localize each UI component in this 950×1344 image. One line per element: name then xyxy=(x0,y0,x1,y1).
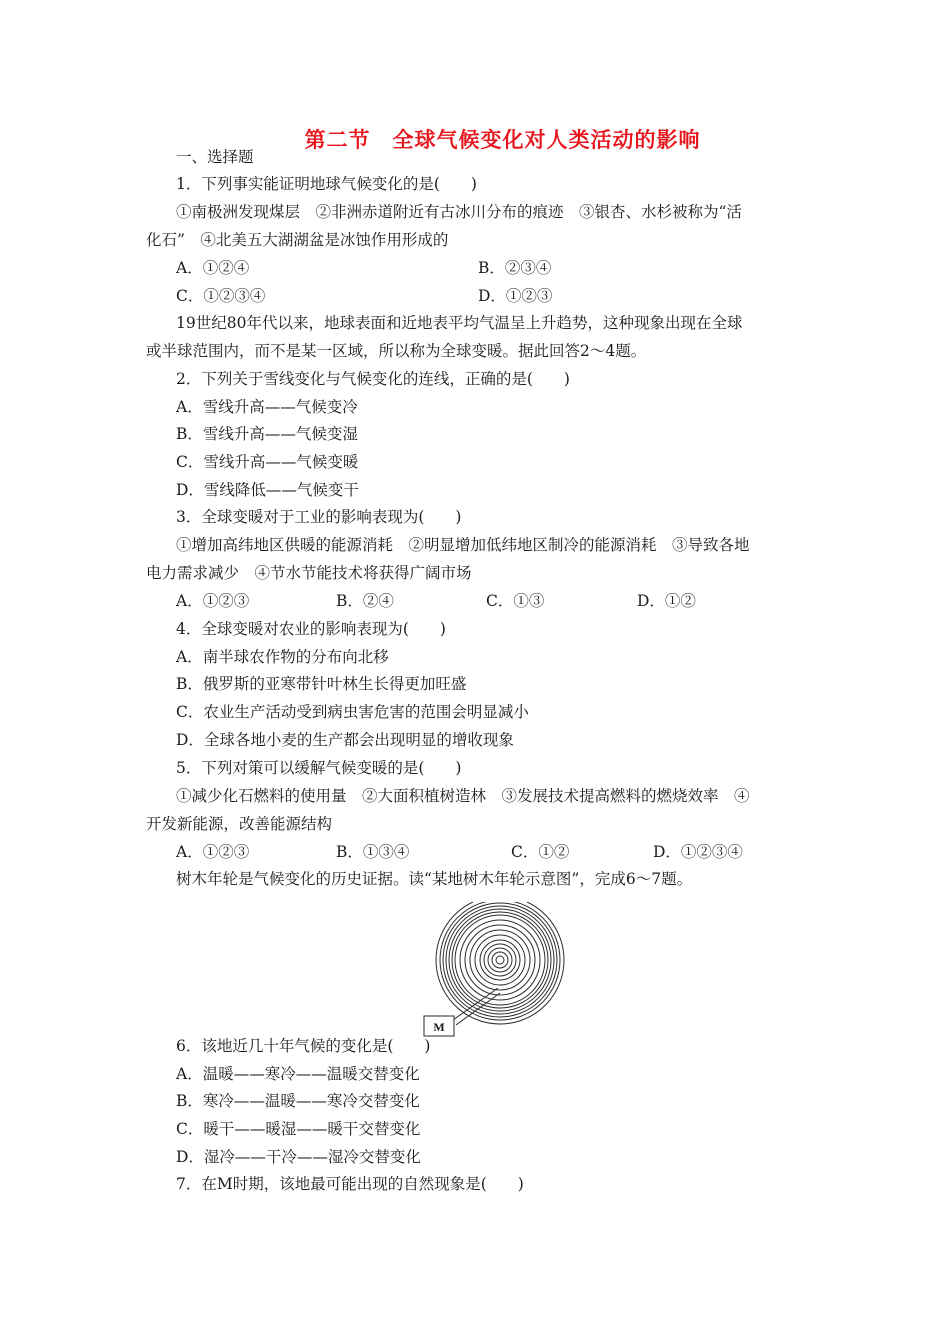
question-5-items-line-1: ①减少化石燃料的使用量 ②大面积植树造林 ③发展技术提高燃料的燃烧效率 ④ xyxy=(176,787,750,805)
question-3-option-a: A．①②③ xyxy=(176,592,250,610)
question-3-option-b: B．②④ xyxy=(336,592,394,610)
question-2-option-a: A．雪线升高——气候变冷 xyxy=(176,398,358,416)
question-2-stem: 2．下列关于雪线变化与气候变化的连线，正确的是( ) xyxy=(176,370,570,388)
question-1-facts-line-2: 化石” ④北美五大湖湖盆是冰蚀作用形成的 xyxy=(146,231,449,249)
passage-1-line-2: 或半球范围内，而不是某一区域，所以称为全球变暖。据此回答2～4题。 xyxy=(146,342,647,360)
question-5-option-b: B．①③④ xyxy=(336,843,410,861)
question-1-option-b: B．②③④ xyxy=(478,259,552,277)
question-3-option-c: C．①③ xyxy=(486,592,545,610)
question-3-items-line-2: 电力需求减少 ④节水节能技术将获得广阔市场 xyxy=(146,564,472,582)
tree-ring-diagram xyxy=(420,902,580,1042)
question-4-stem: 4．全球变暖对农业的影响表现为( ) xyxy=(176,620,446,638)
question-2-option-c: C．雪线升高——气候变暖 xyxy=(176,453,359,471)
question-5-option-a: A．①②③ xyxy=(176,843,250,861)
question-2-option-b: B．雪线升高——气候变湿 xyxy=(176,425,358,443)
figure-label-m: M xyxy=(433,1020,445,1034)
question-1-option-c: C．①②③④ xyxy=(176,287,266,305)
question-6-option-a: A．温暖——寒冷——温暖交替变化 xyxy=(176,1065,420,1083)
question-1-option-a: A．①②④ xyxy=(176,259,250,277)
question-3-stem: 3．全球变暖对于工业的影响表现为( ) xyxy=(176,508,462,526)
question-3-items-line-1: ①增加高纬地区供暖的能源消耗 ②明显增加低纬地区制冷的能源消耗 ③导致各地 xyxy=(176,536,750,554)
question-5-items-line-2: 开发新能源，改善能源结构 xyxy=(146,815,333,833)
question-6-option-d: D．湿冷——干冷——湿冷交替变化 xyxy=(176,1148,421,1166)
question-5-option-d: D．①②③④ xyxy=(653,843,743,861)
question-4-option-c: C．农业生产活动受到病虫害危害的范围会明显减小 xyxy=(176,703,529,721)
section-heading: 一、选择题 xyxy=(176,148,254,166)
question-4-option-d: D．全球各地小麦的生产都会出现明显的增收现象 xyxy=(176,731,514,749)
question-4-option-a: A．南半球农作物的分布向北移 xyxy=(176,648,389,666)
passage-2: 树木年轮是气候变化的历史证据。读“某地树木年轮示意图”，完成6～7题。 xyxy=(176,870,693,888)
question-1-stem: 1．下列事实能证明地球气候变化的是( ) xyxy=(176,175,477,193)
question-4-option-b: B．俄罗斯的亚寒带针叶林生长得更加旺盛 xyxy=(176,675,467,693)
question-6-stem: 6．该地近几十年气候的变化是( ) xyxy=(176,1037,431,1055)
question-7-stem: 7．在M时期，该地最可能出现的自然现象是( ) xyxy=(176,1175,524,1193)
passage-1-line-1: 19世纪80年代以来，地球表面和近地表平均气温呈上升趋势，这种现象出现在全球 xyxy=(176,314,743,332)
question-3-option-d: D．①② xyxy=(637,592,696,610)
question-1-option-d: D．①②③ xyxy=(478,287,553,305)
question-6-option-c: C．暖干——暖湿——暖干交替变化 xyxy=(176,1120,421,1138)
page-title: 第二节 全球气候变化对人类活动的影响 xyxy=(304,128,701,152)
question-1-facts-line-1: ①南极洲发现煤层 ②非洲赤道附近有古冰川分布的痕迹 ③银杏、水杉被称为“活 xyxy=(176,203,742,221)
question-2-option-d: D．雪线降低——气候变干 xyxy=(176,481,359,499)
question-6-option-b: B．寒冷——温暖——寒冷交替变化 xyxy=(176,1092,420,1110)
question-5-option-c: C．①② xyxy=(511,843,570,861)
question-5-stem: 5．下列对策可以缓解气候变暖的是( ) xyxy=(176,759,462,777)
